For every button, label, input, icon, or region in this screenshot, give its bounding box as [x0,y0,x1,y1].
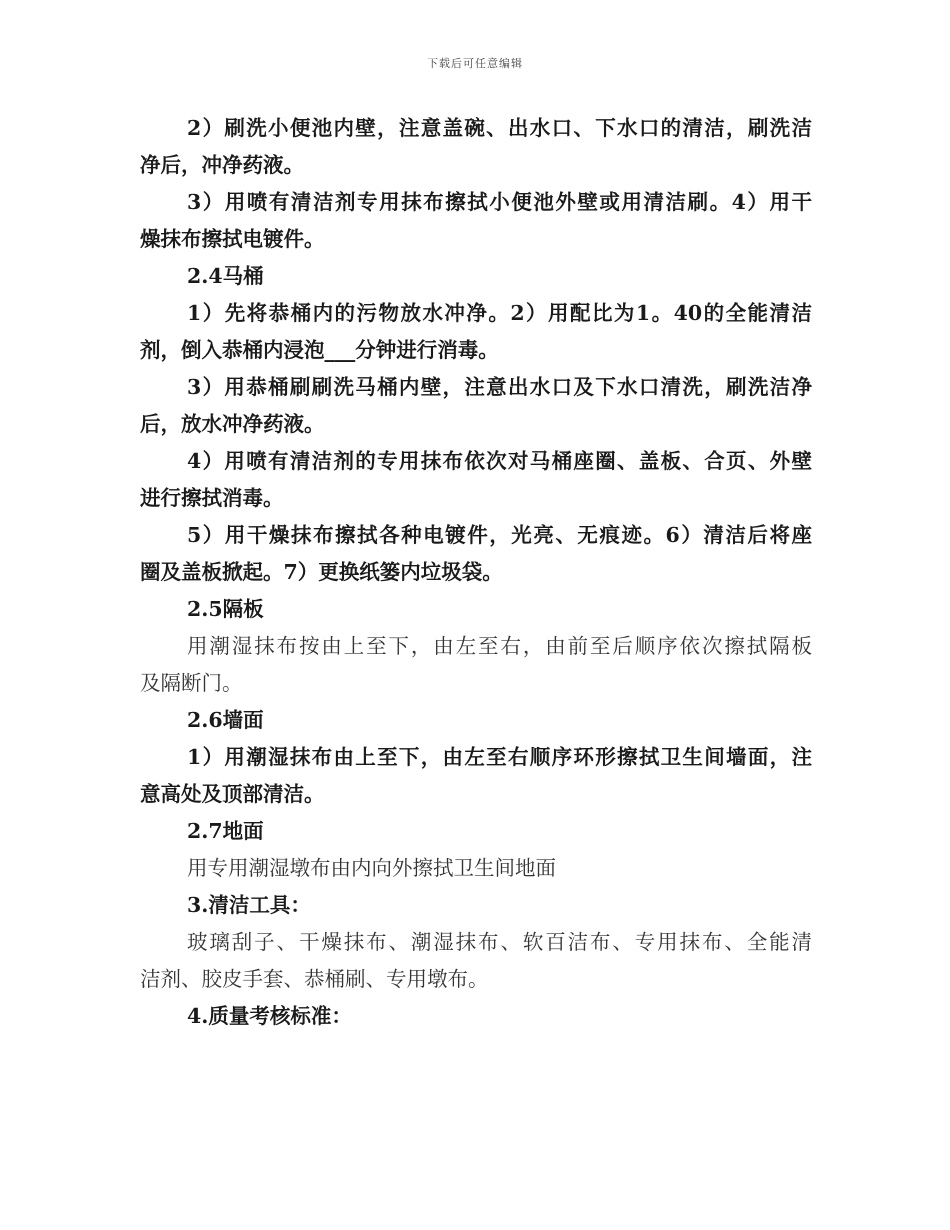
text-line: 1）先将恭桶内的污物放水冲净。2）用配比为1。40的全能清洁 [187,301,812,325]
text-line: 1）用潮湿抹布由上至下，由左至右顺序环形擦拭卫生间墙面，注 [187,745,812,769]
text-line: 玻璃刮子、干燥抹布、潮湿抹布、软百洁布、专用抹布、全能清 [187,930,812,954]
text-line: 2.5隔板 [187,597,264,621]
text-line: 2）刷洗小便池内壁，注意盖碗、出水口、下水口的清洁，刷洗洁 [187,116,812,140]
text-line: 2.6墙面 [187,708,264,732]
text-line: 及隔断门。 [140,671,243,695]
document-body [140,110,812,1035]
text-line: 3.清洁工具： [187,893,311,917]
text-line: 3）用恭桶刷刷洗马桶内壁，注意出水口及下水口清洗，刷洗洁净 [187,375,812,399]
text-line: 进行擦拭消毒。 [140,486,284,510]
page-header: 下载后可任意编辑 [427,57,523,70]
text-line: 后，放水冲净药液。 [140,412,325,436]
text-line: 2.7地面 [187,819,264,843]
text-line: 4）用喷有清洁剂的专用抹布依次对马桶座圈、盖板、合页、外壁 [187,449,812,473]
text-line: 燥抹布擦拭电镀件。 [140,227,325,251]
text-line: 4.质量考核标准： [187,1004,352,1028]
text-line: 洁剂、胶皮手套、恭桶刷、专用墩布。 [140,967,489,991]
text-line: 圈及盖板掀起。7）更换纸篓内垃圾袋。 [140,560,503,584]
text-line: 5）用干燥抹布擦拭各种电镀件，光亮、无痕迹。6）清洁后将座 [187,523,812,547]
text-line: 净后，冲净药液。 [140,153,304,177]
text-line: 剂，倒入恭桶内浸泡___分钟进行消毒。 [140,338,499,362]
text-line: 2.4马桶 [187,264,264,288]
text-line: 3）用喷有清洁剂专用抹布擦拭小便池外壁或用清洁刷。4）用干 [187,190,812,214]
text-line: 用潮湿抹布按由上至下，由左至右，由前至后顺序依次擦拭隔板 [187,634,812,658]
text-line: 意高处及顶部清洁。 [140,782,325,806]
text-line: 用专用潮湿墩布由内向外擦拭卫生间地面 [187,856,556,880]
